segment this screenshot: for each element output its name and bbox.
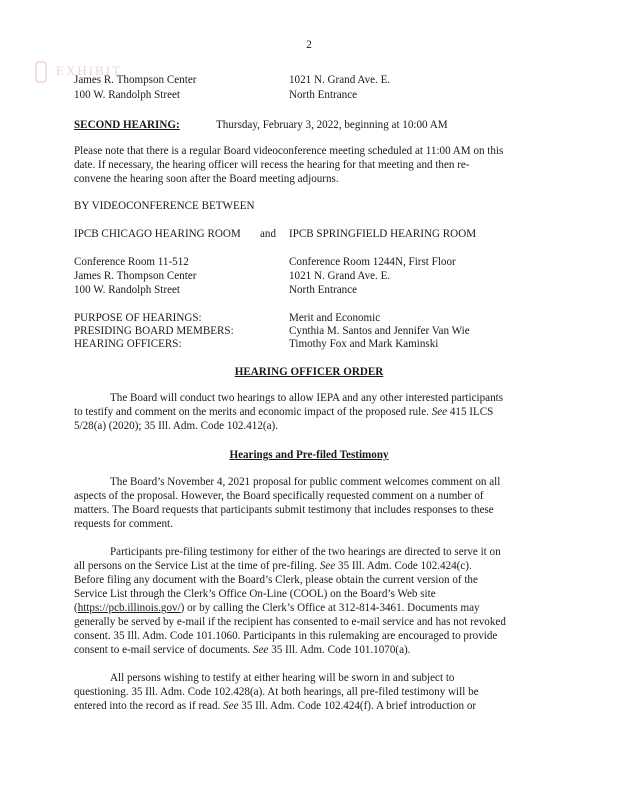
springfield-address-3: North Entrance [289, 284, 358, 296]
chicago-address-3: 100 W. Randolph Street [74, 284, 181, 296]
para4-line2: questioning. 35 Ill. Adm. Code 102.428(a). At both hearings, all pre-filed testimony will be [74, 686, 479, 698]
para3-line5: (https://pcb.illinois.gov/) or by calling the Clerk’s Office at 312-814-3461. Documents may [74, 602, 480, 614]
note-line-3: convene the hearing soon after the Board meeting adjourns. [74, 173, 339, 185]
para3-line4: Service List through the Clerk’s Office On-Line (COOL) on the Board’s Web site [74, 588, 436, 600]
para2-line4: requests for comment. [74, 518, 173, 530]
see-cite: See [253, 644, 269, 656]
officers-label: HEARING OFFICERS: [74, 338, 182, 350]
chicago-room-label: IPCB CHICAGO HEARING ROOM [74, 228, 241, 240]
members-label: PRESIDING BOARD MEMBERS: [74, 325, 234, 337]
para3-line2: all persons on the Service List at the time of pre-filing. See 35 Ill. Adm. Code 102.424(c). [74, 560, 472, 572]
para3-line6: generally be served by e-mail if the recipient has consented to e-mail service and has not revoked [74, 616, 506, 628]
para2-line3: matters. The Board requests that participants submit testimony that includes responses to these [74, 504, 494, 516]
officers-value: Timothy Fox and Mark Kaminski [289, 338, 439, 350]
para3-line8: consent to e-mail service of documents. See 35 Ill. Adm. Code 101.1070(a). [74, 644, 411, 656]
para1-line3: 5/28(a) (2020); 35 Ill. Adm. Code 102.412(a). [74, 420, 278, 432]
first-chicago-line2: 100 W. Randolph Street [74, 89, 181, 101]
by-videoconference: BY VIDEOCONFERENCE BETWEEN [74, 200, 255, 212]
pcb-website-link[interactable]: https://pcb.illinois.gov/ [77, 602, 181, 614]
second-hearing-label: SECOND HEARING: [74, 119, 180, 131]
para4-line3: entered into the record as if read. See 35 Ill. Adm. Code 102.424(f). A brief introduction or [74, 700, 477, 712]
order-title: HEARING OFFICER ORDER [234, 366, 384, 378]
para2-line2: aspects of the proposal. However, the Board specifically requested comment on a number of [74, 490, 484, 502]
subheading: Hearings and Pre-filed Testimony [229, 449, 389, 461]
first-springfield-line2: North Entrance [289, 89, 358, 101]
members-value: Cynthia M. Santos and Jennifer Van Wie [289, 325, 470, 337]
see-cite: See [431, 406, 448, 418]
chicago-address-1: Conference Room 11-512 [74, 256, 189, 268]
para2-line1: The Board’s November 4, 2021 proposal for public comment welcomes comment on all [110, 476, 501, 488]
see-cite: See [319, 560, 336, 572]
purpose-value: Merit and Economic [289, 312, 381, 324]
page-number: 2 [306, 39, 312, 51]
para1-line1: The Board will conduct two hearings to allow IEPA and any other interested participants [110, 392, 504, 404]
para3-line7: consent. 35 Ill. Adm. Code 101.1060. Participants in this rulemaking are encouraged to provide [74, 630, 498, 642]
springfield-address-2: 1021 N. Grand Ave. E. [289, 270, 391, 282]
note-line-1: Please note that there is a regular Board videoconference meeting scheduled at 11:00 AM on this [74, 145, 504, 157]
springfield-room-label: IPCB SPRINGFIELD HEARING ROOM [289, 228, 477, 240]
para3-line1: Participants pre-filing testimony for either of the two hearings are directed to serve it on [110, 546, 501, 558]
second-hearing-date: Thursday, February 3, 2022, beginning at 10:00 AM [216, 119, 448, 131]
stamp-text: EXHIBIT [56, 63, 122, 78]
note-line-2: date. If necessary, the hearing officer will recess the hearing for that meeting and then re- [74, 159, 470, 171]
see-cite: See [223, 700, 239, 712]
para4-line1: All persons wishing to testify at either hearing will be sworn in and subject to [110, 672, 455, 684]
first-springfield-line1: 1021 N. Grand Ave. E. [289, 74, 391, 86]
first-chicago-line1: James R. Thompson Center [74, 74, 197, 86]
springfield-address-1: Conference Room 1244N, First Floor [289, 256, 456, 268]
purpose-label: PURPOSE OF HEARINGS: [74, 312, 202, 324]
para3-line3: Before filing any document with the Board’s Clerk, please obtain the current version of the [74, 574, 478, 586]
and-word: and [260, 228, 277, 240]
para1-line2: to testify and comment on the merits and economic impact of the proposed rule. See 415 ILCS [74, 406, 494, 418]
chicago-address-2: James R. Thompson Center [74, 270, 197, 282]
